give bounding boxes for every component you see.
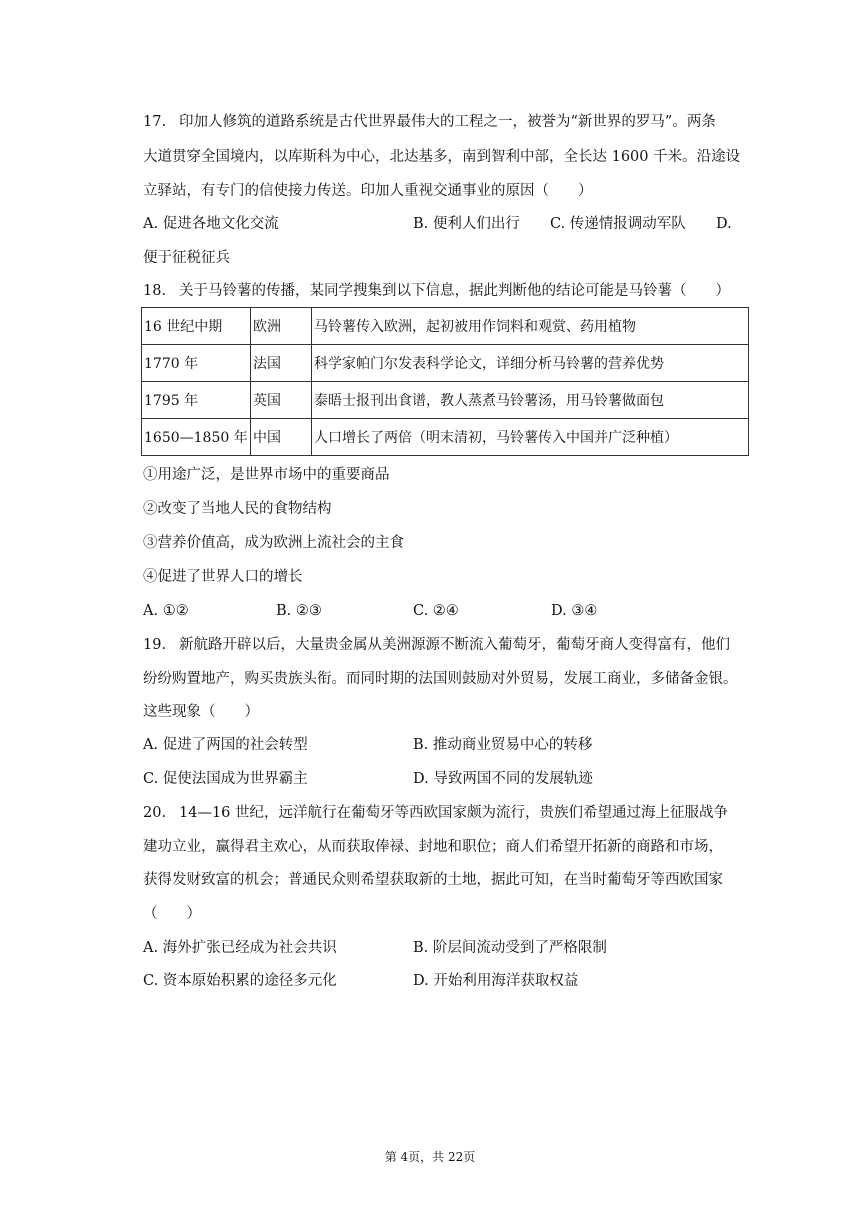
- table-row: [142, 308, 749, 345]
- table-cell-place: 法国: [251, 345, 312, 382]
- q20-stem-line2: 建功立业，赢得君主欢心，从而获取俸禄、封地和职位；商人们希望开拓新的商路和市场，: [143, 839, 723, 855]
- q18-item-2: ②改变了当地人民的食物结构: [143, 501, 332, 517]
- table-row: [142, 345, 749, 382]
- table-cell-period: 1795 年: [142, 382, 251, 419]
- q19-option-a[interactable]: A. 促进了两国的社会转型: [143, 737, 308, 753]
- q20-option-a[interactable]: A. 海外扩张已经成为社会共识: [143, 940, 337, 956]
- q17-option-b[interactable]: B. 便利人们出行: [413, 216, 520, 232]
- table-row: [142, 419, 749, 456]
- table-cell-place: 欧洲: [251, 308, 312, 345]
- table-cell-place: 中国: [251, 419, 312, 456]
- q19-stem-line1: [143, 635, 730, 655]
- page-footer: 第 4页，共 22页: [384, 1150, 476, 1164]
- q20-stem-line4: （ ）: [143, 906, 201, 922]
- table-cell-event: 人口增长了两倍（明末清初，马铃薯传入中国并广泛种植）: [312, 419, 749, 456]
- q19-stem-line3: 这些现象（ ）: [143, 704, 259, 720]
- table-cell-event: 科学家帕门尔发表科学论文，详细分析马铃薯的营养优势: [312, 345, 749, 382]
- table-cell-period: 1770 年: [142, 345, 251, 382]
- table-cell-event: 马铃薯传入欧洲，起初被用作饲料和观赏、药用植物: [312, 308, 749, 345]
- q17-option-d-letter[interactable]: D.: [716, 216, 732, 232]
- q20-option-d[interactable]: D. 开始利用海洋获取权益: [413, 973, 579, 989]
- q17-stem-line2: 大道贯穿全国境内，以库斯科为中心，北达基多，南到智利中部，全长达 1600 千米。沿途设: [143, 149, 741, 165]
- q17-stem-line3: 立驿站，有专门的信使接力传送。印加人重视交通事业的原因（ ）: [143, 183, 593, 199]
- q17-number: 17.: [143, 114, 167, 130]
- q19-option-b[interactable]: B. 推动商业贸易中心的转移: [413, 737, 593, 753]
- q20-number: 20.: [143, 805, 167, 821]
- table-cell-place: 英国: [251, 382, 312, 419]
- q17-option-d-text[interactable]: 便于征税征兵: [143, 250, 230, 266]
- q19-option-c[interactable]: C. 促使法国成为世界霸主: [143, 771, 308, 787]
- table-row: [142, 382, 749, 419]
- q18-item-1: ①用途广泛，是世界市场中的重要商品: [143, 467, 390, 483]
- q20-stem-text: 14—16 世纪，远洋航行在葡萄牙等西欧国家颇为流行，贵族们希望通过海上征服战争: [179, 805, 729, 821]
- q18-option-a[interactable]: A. ①②: [143, 603, 189, 619]
- q19-stem-line2: 纷纷购置地产，购买贵族头衔。而同时期的法国则鼓励对外贸易，发展工商业，多储备金银。: [143, 671, 738, 687]
- q17-option-c[interactable]: C. 传递情报调动军队: [550, 216, 686, 232]
- table-cell-period: 16 世纪中期: [142, 308, 251, 345]
- q18-option-b[interactable]: B. ②③: [276, 603, 322, 619]
- q19-number: 19.: [143, 637, 167, 653]
- q20-stem-line1: [143, 803, 728, 823]
- q18-item-4: ④促进了世界人口的增长: [143, 569, 303, 585]
- q19-option-d[interactable]: D. 导致两国不同的发展轨迹: [413, 771, 593, 787]
- table-cell-event: 泰晤士报刊出食谱，教人蒸煮马铃薯汤，用马铃薯做面包: [312, 382, 749, 419]
- q17-stem-text: 印加人修筑的道路系统是古代世界最伟大的工程之一，被誉为“新世界的罗马”。两条: [179, 114, 716, 130]
- q17-stem-line1: [143, 112, 716, 132]
- q18-stem-text: 关于马铃薯的传播，某同学搜集到以下信息，据此判断他的结论可能是马铃薯（ ）: [179, 283, 730, 299]
- q18-number: 18.: [143, 283, 167, 299]
- q18-option-c[interactable]: C. ②④: [413, 603, 459, 619]
- q20-stem-line3: 获得发财致富的机会；普通民众则希望获取新的土地，据此可知，在当时葡萄牙等西欧国家: [143, 872, 723, 888]
- q20-option-b[interactable]: B. 阶层间流动受到了严格限制: [413, 940, 607, 956]
- q18-stem: [143, 281, 730, 301]
- q18-option-d[interactable]: D. ③④: [551, 603, 598, 619]
- q20-option-c[interactable]: C. 资本原始积累的途径多元化: [143, 973, 337, 989]
- table-cell-period: 1650—1850 年: [142, 419, 251, 456]
- q18-item-3: ③营养价值高，成为欧洲上流社会的主食: [143, 535, 404, 551]
- potato-info-table: [141, 307, 749, 456]
- q19-stem-text: 新航路开辟以后，大量贵金属从美洲源源不断流入葡萄牙，葡萄牙商人变得富有，他们: [179, 637, 730, 653]
- q17-option-a[interactable]: A. 促进各地文化交流: [143, 216, 279, 232]
